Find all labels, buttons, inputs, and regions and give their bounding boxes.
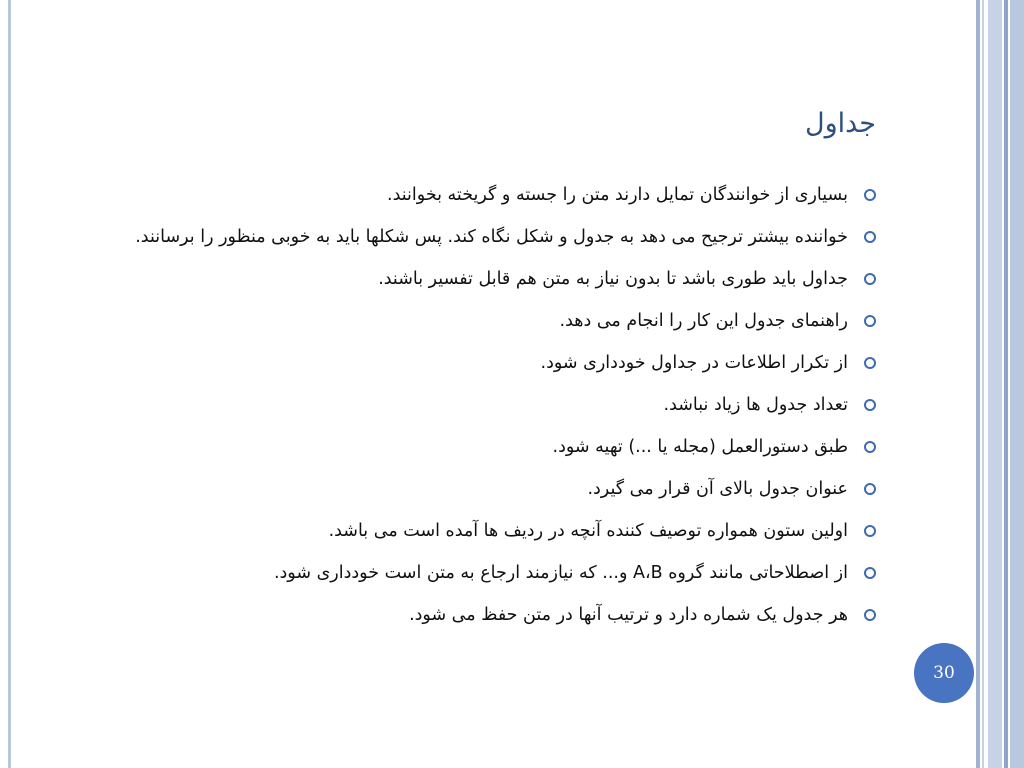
slide-title: جداول: [804, 108, 876, 139]
bullet-text: خواننده بیشتر ترجیح می دهد به جدول و شکل نگاه کند. پس شکلها باید به خوبی منظور را برسانند.: [135, 227, 848, 247]
bullet-item: [76, 304, 876, 338]
bullet-item: [76, 598, 876, 632]
ring-bullet-icon: [864, 399, 876, 411]
bullet-text: راهنمای جدول این کار را انجام می دهد.: [559, 311, 848, 331]
ring-bullet-icon: [864, 525, 876, 537]
bullet-text: هر جدول یک شماره دارد و ترتیب آنها در متن حفظ می شود.: [409, 605, 848, 625]
bullet-item: [76, 346, 876, 380]
frame-stripe: [1004, 0, 1008, 768]
bullet-item: [76, 388, 876, 422]
left-border-line: [8, 0, 11, 768]
bullet-item: [76, 430, 876, 464]
bullet-item: [76, 514, 876, 548]
ring-bullet-icon: [864, 567, 876, 579]
bullet-list: [76, 178, 876, 640]
ring-bullet-icon: [864, 231, 876, 243]
frame-stripe: [1010, 0, 1024, 768]
ring-bullet-icon: [864, 441, 876, 453]
ring-bullet-icon: [864, 483, 876, 495]
frame-stripe: [976, 0, 980, 768]
bullet-item: [76, 472, 876, 506]
bullet-text: عنوان جدول بالای آن قرار می گیرد.: [587, 479, 848, 499]
bullet-text: طبق دستورالعمل (مجله یا ...) تهیه شود.: [552, 437, 848, 457]
bullet-item: [76, 220, 876, 254]
ring-bullet-icon: [864, 357, 876, 369]
bullet-text: از اصطلاحاتی مانند گروه A،B و... که نیازمند ارجاع به متن است خودداری شود.: [273, 563, 848, 583]
page-number-badge: [914, 643, 974, 703]
frame-stripe: [982, 0, 984, 768]
bullet-text: جداول باید طوری باشد تا بدون نیاز به متن هم قابل تفسیر باشند.: [378, 269, 848, 289]
bullet-item: [76, 178, 876, 212]
bullet-text: بسیاری از خوانندگان تمایل دارند متن را جسته و گریخته بخوانند.: [387, 185, 848, 205]
right-decorative-frame: [976, 0, 1024, 768]
bullet-text: از تکرار اطلاعات در جداول خودداری شود.: [540, 353, 848, 373]
ring-bullet-icon: [864, 189, 876, 201]
ring-bullet-icon: [864, 315, 876, 327]
bullet-text: اولین ستون همواره توصیف کننده آنچه در ردیف ها آمده است می باشد.: [328, 521, 848, 541]
bullet-item: [76, 556, 876, 590]
frame-stripe: [988, 0, 1002, 768]
bullet-text: تعداد جدول ها زیاد نباشد.: [663, 395, 848, 415]
bullet-item: [76, 262, 876, 296]
ring-bullet-icon: [864, 273, 876, 285]
page-number: 30: [933, 663, 955, 683]
ring-bullet-icon: [864, 609, 876, 621]
